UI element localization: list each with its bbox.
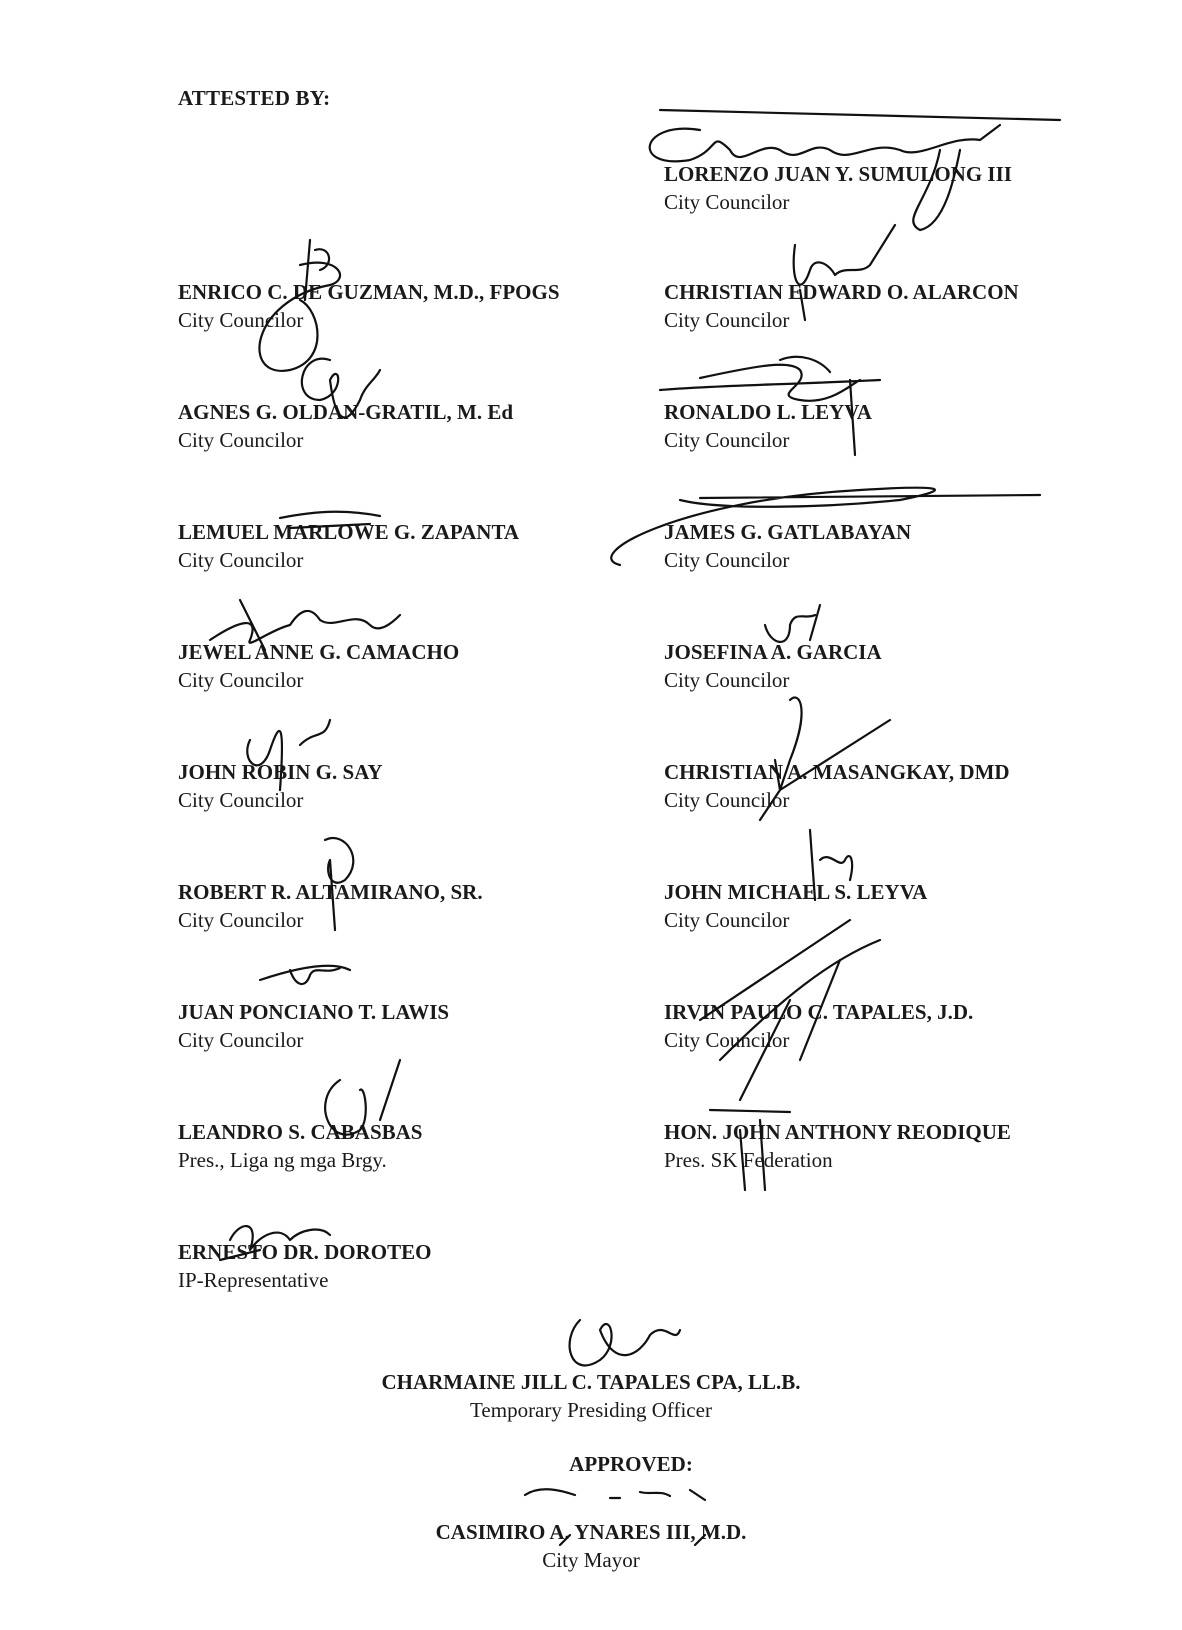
signatory-name: JOHN ROBIN G. SAY (178, 760, 383, 784)
signatory-block (664, 160, 1124, 216)
signatory-title: City Councilor (664, 308, 790, 332)
signatory-block (664, 278, 1124, 334)
approved-label: APPROVED: (569, 1452, 693, 1476)
signatory-block (178, 1118, 638, 1174)
signatory-block (664, 518, 1124, 574)
signatory-title: IP-Representative (178, 1268, 329, 1292)
signatory-title: City Councilor (178, 1028, 304, 1052)
signatory-block (664, 638, 1124, 694)
attested-by-heading: ATTESTED BY: (178, 86, 331, 110)
signatory-block (664, 878, 1124, 934)
signatory-name: LORENZO JUAN Y. SUMULONG III (664, 162, 1012, 186)
signatory-name: JUAN PONCIANO T. LAWIS (178, 1000, 450, 1024)
signatory-block (178, 398, 638, 454)
signatory-name: ERNESTO DR. DOROTEO (178, 1240, 432, 1264)
signatory-name: JEWEL ANNE G. CAMACHO (178, 640, 460, 664)
mayor-block (0, 1518, 1182, 1574)
signatory-block (664, 1118, 1124, 1174)
signatory-title: City Councilor (664, 668, 790, 692)
signatory-name: IRVIN PAULO C. TAPALES, J.D. (664, 1000, 974, 1024)
signatory-name: LEANDRO S. CABASBAS (178, 1120, 423, 1144)
signatory-title: City Councilor (664, 428, 790, 452)
signatory-name: RONALDO L. LEYVA (664, 400, 872, 424)
signatory-name: AGNES G. OLDAN-GRATIL, M. Ed (178, 400, 514, 424)
signatory-title: City Councilor (664, 908, 790, 932)
signatory-name: JOSEFINA A. GARCIA (664, 640, 882, 664)
signatory-title: City Councilor (178, 788, 304, 812)
signatory-title: City Councilor (178, 668, 304, 692)
signatory-block (178, 998, 638, 1054)
signatory-title: City Councilor (178, 308, 304, 332)
signatory-name: JAMES G. GATLABAYAN (664, 520, 912, 544)
signatory-block (178, 518, 638, 574)
signature-stroke (260, 966, 350, 984)
mayor-name: CASIMIRO A. YNARES III, M.D. (435, 1520, 747, 1544)
presiding-officer-title: Temporary Presiding Officer (470, 1398, 712, 1422)
signatory-block (178, 758, 638, 814)
signatory-name: CHRISTIAN A. MASANGKAY, DMD (664, 760, 1010, 784)
signatory-block (178, 278, 638, 334)
signature-stroke (765, 605, 820, 642)
presiding-officer-name: CHARMAINE JILL C. TAPALES CPA, LL.B. (381, 1370, 801, 1394)
signatory-title: City Councilor (178, 428, 304, 452)
signatory-title: City Councilor (664, 1028, 790, 1052)
signatory-title: City Councilor (178, 548, 304, 572)
signatory-name: CHRISTIAN EDWARD O. ALARCON (664, 280, 1019, 304)
signatory-title: City Councilor (178, 908, 304, 932)
signatory-name: ROBERT R. ALTAMIRANO, SR. (178, 880, 483, 904)
signatory-title: City Councilor (664, 788, 790, 812)
signatory-name: JOHN MICHAEL S. LEYVA (664, 880, 928, 904)
mayor-title: City Mayor (542, 1548, 640, 1572)
signatory-title: Pres., Liga ng mga Brgy. (178, 1148, 387, 1172)
signatory-name: ENRICO C. DE GUZMAN, M.D., FPOGS (178, 280, 560, 304)
signatory-name: LEMUEL MARLOWE G. ZAPANTA (178, 520, 520, 544)
signatory-block (664, 758, 1124, 814)
presiding-officer-block (0, 1368, 1182, 1424)
signatory-name: HON. JOHN ANTHONY REODIQUE (664, 1120, 1011, 1144)
signatory-block (178, 638, 638, 694)
signatory-title: City Councilor (664, 190, 790, 214)
signatory-block (664, 398, 1124, 454)
signatory-title: Pres. SK Federation (664, 1148, 833, 1172)
signatory-title: City Councilor (664, 548, 790, 572)
signatory-block (178, 878, 638, 934)
signatory-block (178, 1238, 638, 1294)
signature-stroke (570, 1320, 680, 1365)
signatory-block (664, 998, 1124, 1054)
